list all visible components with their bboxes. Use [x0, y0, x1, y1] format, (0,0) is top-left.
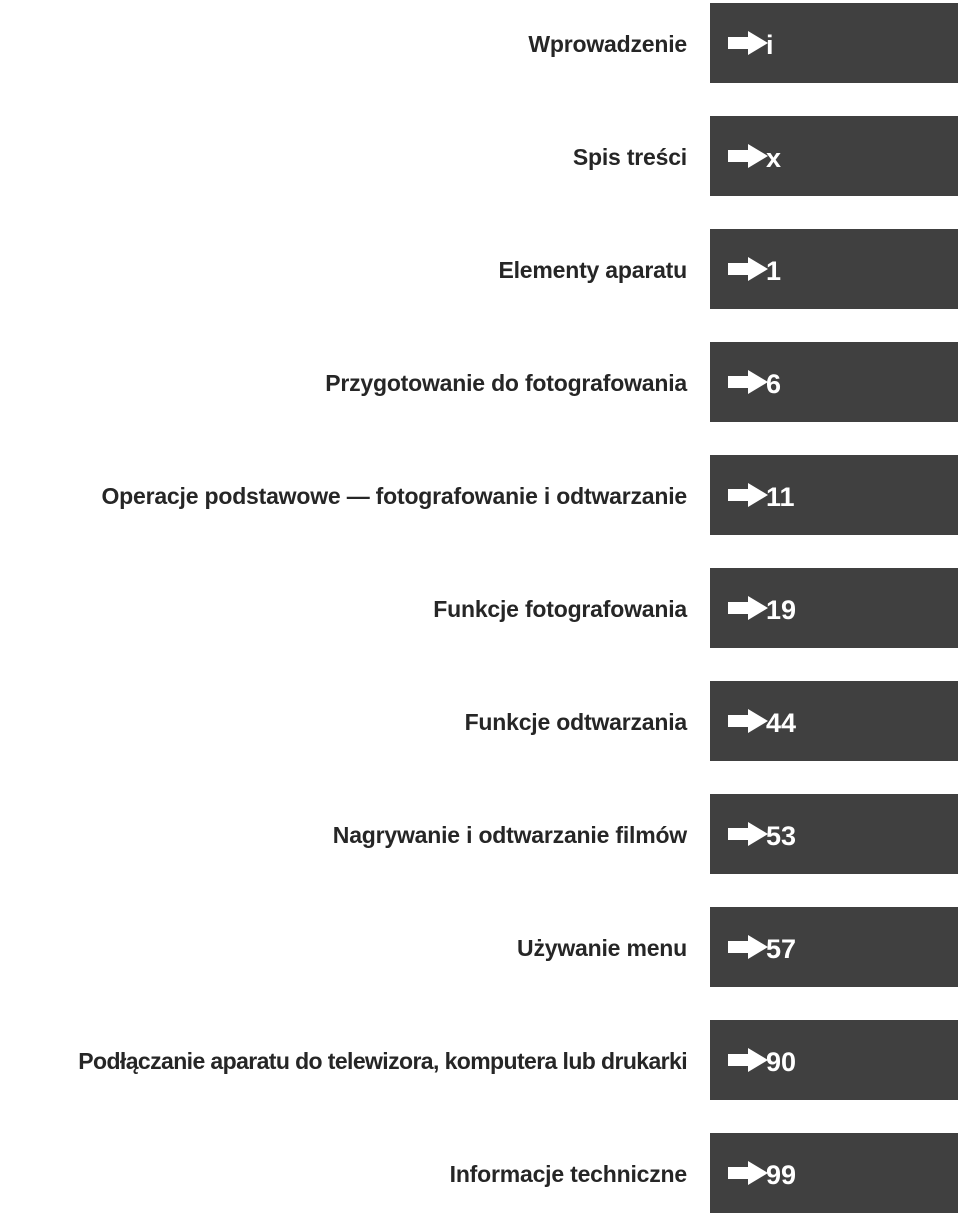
- toc-link-funkcje-odtwarzania[interactable]: [710, 681, 958, 761]
- arrow-right-icon: [726, 821, 770, 847]
- arrow-right-icon: [726, 708, 770, 734]
- toc-row-uzywanie-menu: [0, 907, 960, 987]
- toc-label: Funkcje fotografowania: [433, 596, 687, 622]
- toc-link-spis-tresci[interactable]: [710, 116, 958, 196]
- toc-label: Przygotowanie do fotografowania: [325, 370, 687, 396]
- arrow-right-icon: [726, 934, 770, 960]
- toc-label: Wprowadzenie: [528, 31, 687, 57]
- toc-label: Operacje podstawowe — fotografowanie i odtwarzanie: [101, 483, 687, 509]
- toc-link-przygotowanie[interactable]: [710, 342, 958, 422]
- arrow-right-icon: [726, 143, 770, 169]
- toc-link-funkcje-fotografowania[interactable]: [710, 568, 958, 648]
- toc-label: Spis treści: [572, 144, 687, 170]
- toc-row-funkcje-odtwarzania: [0, 681, 960, 761]
- arrow-right-icon: [726, 482, 770, 508]
- toc-link-nagrywanie-filmow[interactable]: [710, 794, 958, 874]
- toc-page-number: 44: [766, 708, 797, 738]
- toc-label: Informacje techniczne: [449, 1161, 687, 1187]
- arrow-right-icon: [726, 369, 770, 395]
- arrow-right-icon: [726, 1047, 770, 1073]
- toc-page-number: 1: [766, 256, 782, 286]
- toc-page-number: x: [766, 143, 782, 173]
- toc-page-number: 53: [766, 821, 797, 851]
- toc-link-wprowadzenie[interactable]: [710, 3, 958, 83]
- arrow-right-icon: [726, 256, 770, 282]
- toc-page-number: 11: [766, 482, 795, 512]
- arrow-right-icon: [726, 595, 770, 621]
- toc-label: Używanie menu: [517, 935, 687, 961]
- toc-label: Podłączanie aparatu do telewizora, komputera lub drukarki: [78, 1048, 687, 1074]
- toc-page-number: 57: [766, 934, 797, 964]
- toc-link-informacje-techniczne[interactable]: [710, 1133, 958, 1213]
- toc-row-funkcje-fotografowania: [0, 568, 960, 648]
- toc-page-number: 90: [766, 1047, 797, 1077]
- toc-link-elementy-aparatu[interactable]: [710, 229, 958, 309]
- toc-row-elementy-aparatu: [0, 229, 960, 309]
- toc-label: Funkcje odtwarzania: [464, 709, 687, 735]
- toc-row-nagrywanie-filmow: [0, 794, 960, 874]
- arrow-right-icon: [726, 1160, 770, 1186]
- toc-label: Elementy aparatu: [498, 257, 687, 283]
- arrow-right-icon: [726, 30, 770, 56]
- toc-page-number: 6: [766, 369, 782, 399]
- toc-link-operacje-podstawowe[interactable]: [710, 455, 958, 535]
- toc-link-podlaczanie-aparatu[interactable]: [710, 1020, 958, 1100]
- toc-label: Nagrywanie i odtwarzanie filmów: [332, 822, 687, 848]
- toc-page-number: i: [766, 30, 774, 60]
- toc-row-przygotowanie: [0, 342, 960, 422]
- toc-link-uzywanie-menu[interactable]: [710, 907, 958, 987]
- toc-page-number: 19: [766, 595, 797, 625]
- toc-row-wprowadzenie: [0, 3, 960, 83]
- toc-page-number: 99: [766, 1160, 797, 1190]
- toc-row-informacje-techniczne: [0, 1133, 960, 1213]
- toc-row-operacje-podstawowe: [0, 455, 960, 535]
- toc-row-podlaczanie-aparatu: [0, 1020, 960, 1100]
- toc-row-spis-tresci: [0, 116, 960, 196]
